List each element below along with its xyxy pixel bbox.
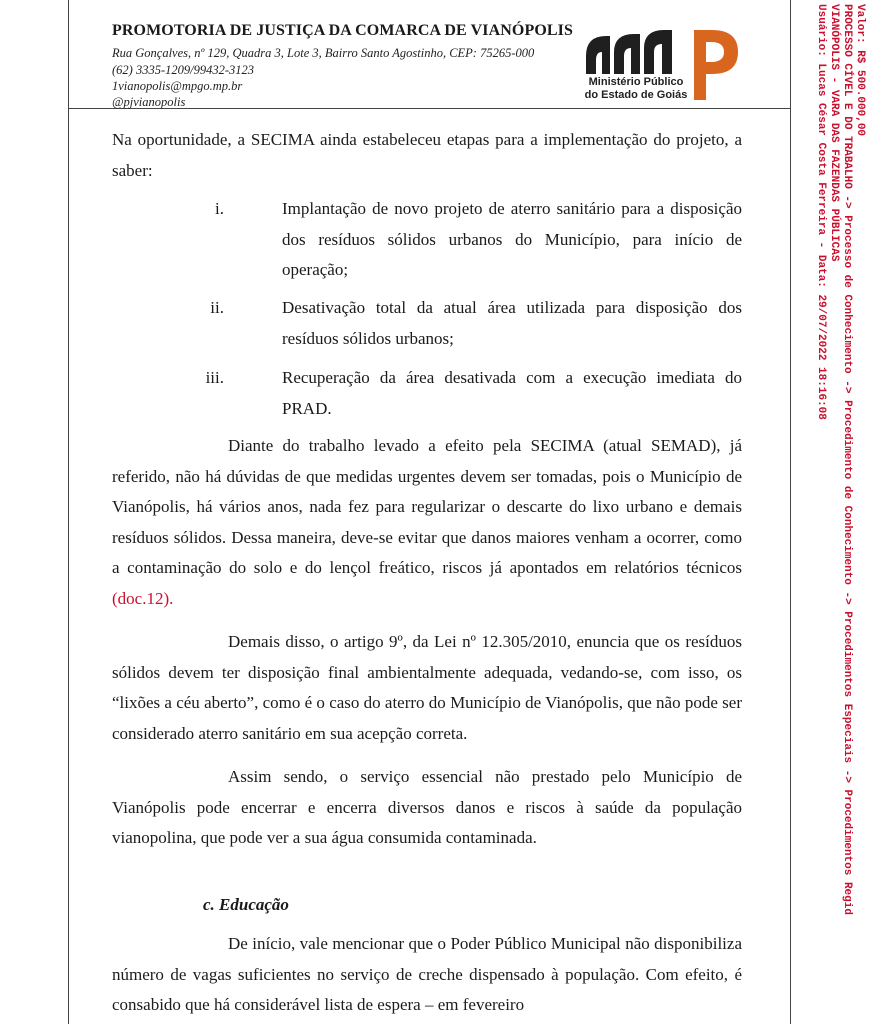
intro-paragraph <box>112 125 742 186</box>
list-text: Desativação total da atual área utilizada para disposição dos resíduos sólidos urbanos; <box>282 298 742 348</box>
main-body <box>112 431 742 854</box>
doc-reference-link[interactable]: (doc.12). <box>112 588 174 608</box>
paragraph-1-text: Diante do trabalho levado a efeito pela SECIMA (atual SEMAD), já referido, não há dúvidas de que medidas urgentes devem ser tomadas, pois o Município de Vianópolis, há vários anos, nada fez para regularizar o descarte do lixo urbano e demais resíduos sólidos. Dessa maneira, deve-se evitar que danos maiores venham a ocorrer, como a contaminação do solo e do lençol freático, riscos já apontados em relatórios técnicos <box>112 436 742 577</box>
list-number: i. <box>215 199 224 218</box>
logo-text-line1: Ministério Público <box>588 76 684 88</box>
intro-text: Na oportunidade, a SECIMA ainda estabeleceu etapas para a implementação do projeto, a saber: <box>112 130 742 180</box>
list-text: Implantação de novo projeto de aterro sanitário para a disposição dos resíduos sólidos urbanos do Município, para início de operação; <box>282 199 742 279</box>
paragraph-2: Demais disso, o artigo 9º, da Lei nº 12.305/2010, enuncia que os resíduos sólidos devem ter disposição final ambientalmente adequada, vedando-se, com isso, os “lixões a céu aberto”, como é o caso do aterro do Município de Vianópolis, que não pode ser considerado aterro sanitário em sua acepção correta. <box>112 632 742 743</box>
list-number: ii. <box>210 298 224 317</box>
paragraph-3: Assim sendo, o serviço essencial não prestado pelo Município de Vianópolis pode encerrar e encerra diversos danos e riscos à saúde da população vianopolina, que pode ver a sua água consumida contaminada. <box>112 767 742 847</box>
education-body <box>112 929 742 1021</box>
address-line: Rua Gonçalves, nº 129, Quadra 3, Lote 3, Bairro Santo Agostinho, CEP: 75265-000 <box>112 46 535 60</box>
stamp-user-line: Usuário: Lucas César Costa Ferreira - Data: 29/07/2022 18:16:08 <box>815 4 827 420</box>
page-left-border <box>68 0 69 1024</box>
paragraph-4: De início, vale mencionar que o Poder Público Municipal não disponibiliza número de vagas suficientes no serviço de creche dispensado à população. Com efeito, é consabido que há considerável lista de espera – em fevereiro <box>112 934 742 1014</box>
phone-line: (62) 3335-1209/99432-3123 <box>112 63 254 77</box>
paragraph-1 <box>112 431 742 614</box>
section-heading: c. Educação <box>203 895 289 914</box>
social-handle: @pjvianopolis <box>112 95 186 109</box>
logo-text-line2: do Estado de Goiás <box>584 89 688 101</box>
email-link[interactable]: 1vianopolis@mpgo.mp.br <box>112 79 243 93</box>
list-item <box>112 293 742 355</box>
org-name: PROMOTORIA DE JUSTIÇA DA COMARCA DE VIANÓPOLIS <box>112 22 573 39</box>
list-number: iii. <box>205 368 224 387</box>
list-item <box>112 363 742 425</box>
stamp-value-line: Valor: R$ 500.000,00 <box>854 4 866 137</box>
stamp-process-line: PROCESSO CÍVEL E DO TRABALHO -> Processo de Conhecimento -> Procedimento de Conhecimento -> Procedimentos Especiais -> Procedimentos Regid <box>841 4 853 915</box>
page-right-border <box>790 0 791 1024</box>
list-item <box>112 194 742 286</box>
list-text: Recuperação da área desativada com a execução imediata do PRAD. <box>282 368 742 418</box>
stamp-court-line: VIANÓPOLIS - VARA DAS FAZENDAS PÚBLICAS <box>828 4 840 262</box>
